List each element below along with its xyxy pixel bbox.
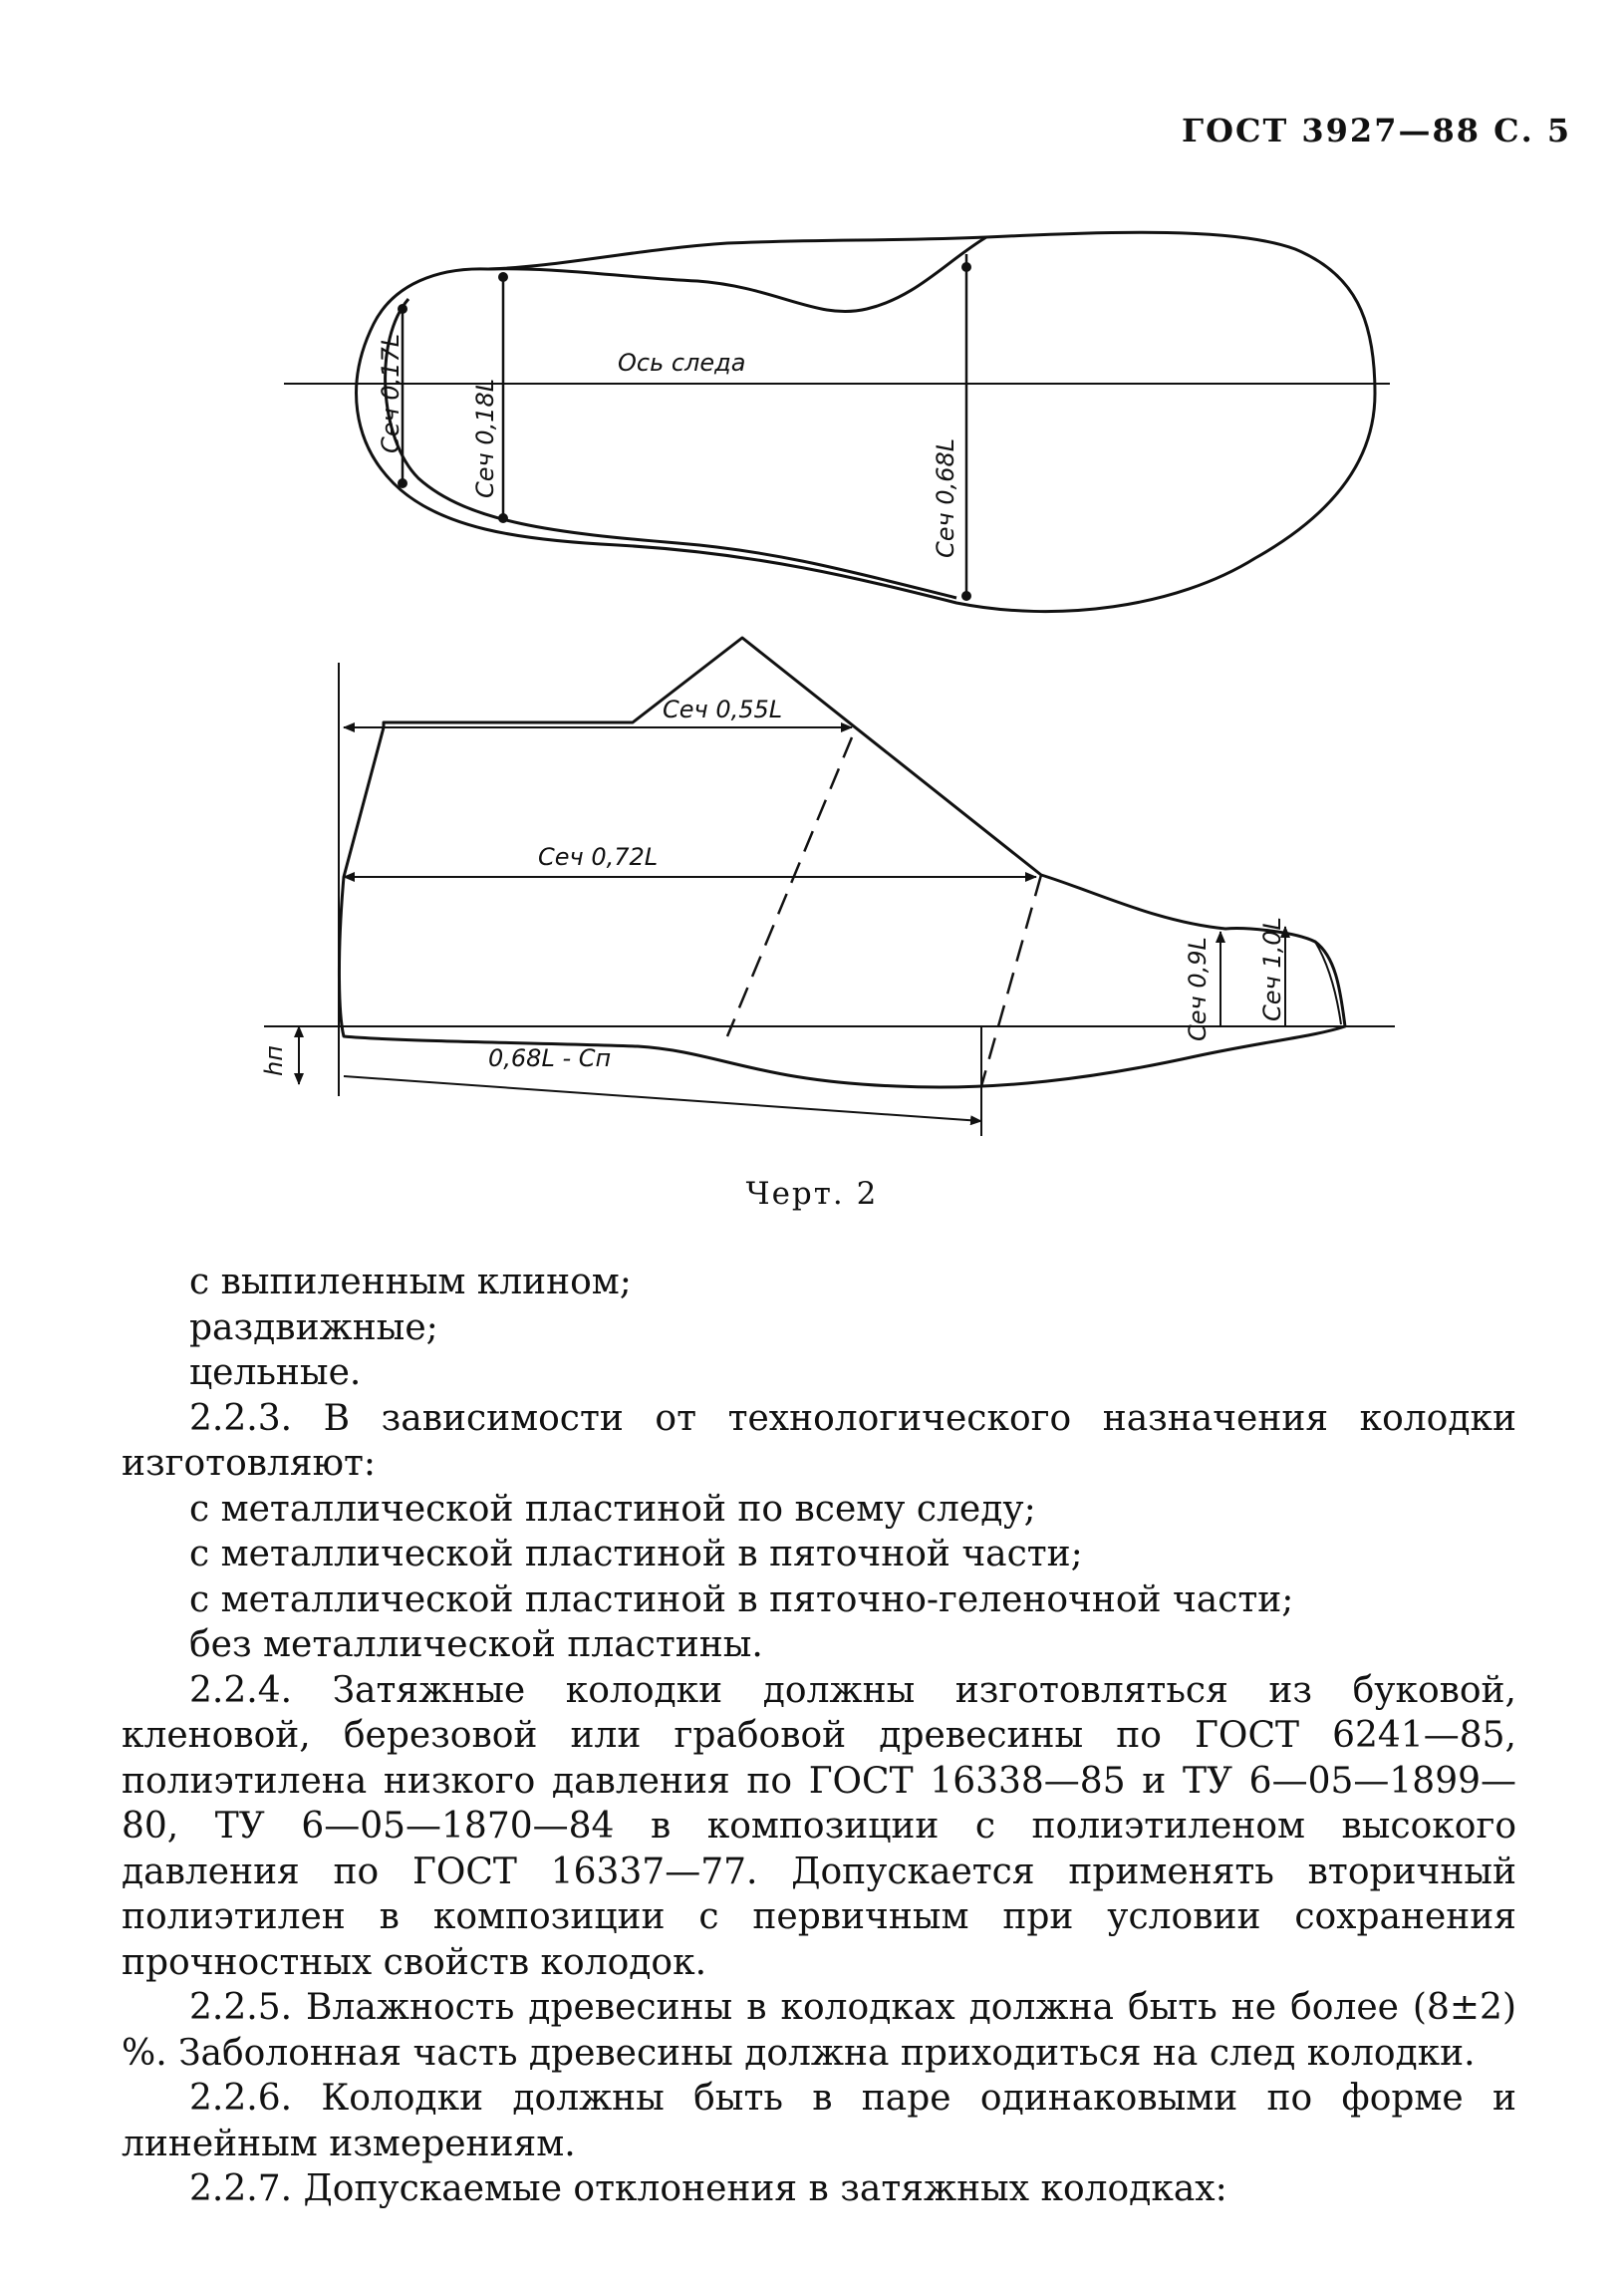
label-sec-017: Сеч 0,17L (377, 333, 405, 453)
label-dim-068: 0,68L - Сп (488, 1044, 612, 1072)
paragraph-2-2-3: 2.2.3. В зависимости от технологического назначения колодки изготовляют: (122, 1397, 1516, 1484)
list-item: с металлической пластиной по всему следу; (189, 1488, 1036, 1530)
list-item: без металлической пластины. (189, 1624, 763, 1665)
label-axis: Ось следа (618, 349, 746, 377)
label-sec-100: Сеч 1,0L (1258, 917, 1286, 1021)
list-item: с металлической пластиной в пяточно-геленочной части; (189, 1578, 1294, 1620)
figure-caption: Черт. 2 (745, 1176, 879, 1212)
paragraph-2-2-6: 2.2.6. Колодки должны быть в паре одинаковыми по форме и линейным измерениям. (122, 2078, 1516, 2164)
text-line: цельные. (189, 1352, 362, 1393)
sole-outline (357, 232, 1375, 611)
page-header: ГОСТ 3927—88 С. 5 (1182, 112, 1572, 149)
insole-line (488, 237, 986, 312)
text-line: с выпиленным клином; (189, 1262, 632, 1302)
label-sec-018: Сеч 0,18L (471, 378, 499, 498)
text-line: раздвижные; (189, 1306, 438, 1348)
label-sec-068: Сеч 0,68L (932, 437, 959, 558)
label-sec-072: Сеч 0,72L (538, 843, 659, 871)
paragraph-2-2-7: 2.2.7. Допускаемые отклонения в затяжных колодках: (189, 2168, 1227, 2209)
label-h-p: hп (260, 1045, 288, 1076)
label-sec-090: Сеч 0,9L (1184, 937, 1212, 1041)
paragraph-2-2-5: 2.2.5. Влажность древесины в колодках должна быть не более (8±2) %. Заболонная часть древесины должна приходиться на след колодки. (122, 1987, 1516, 2074)
list-item: с металлической пластиной в пяточной части; (189, 1534, 1083, 1574)
paragraph-2-2-4: 2.2.4. Затяжные колодки должны изготовляться из буковой, кленовой, березовой или грабовой древесины по ГОСТ 6241—85, полиэтилена низкого давления по ГОСТ 16338—85 и ТУ 6—05—1899—80, ТУ 6—05—1870—84 в композиции с полиэтиленом высокого давления по ГОСТ 16337—77. Допускается применять вторичный полиэтилен в композиции с первичным при условии сохранения прочностных свойств колодок. (122, 1669, 1516, 1983)
body-text (122, 1260, 1516, 2212)
label-sec-055: Сеч 0,55L (663, 696, 783, 723)
